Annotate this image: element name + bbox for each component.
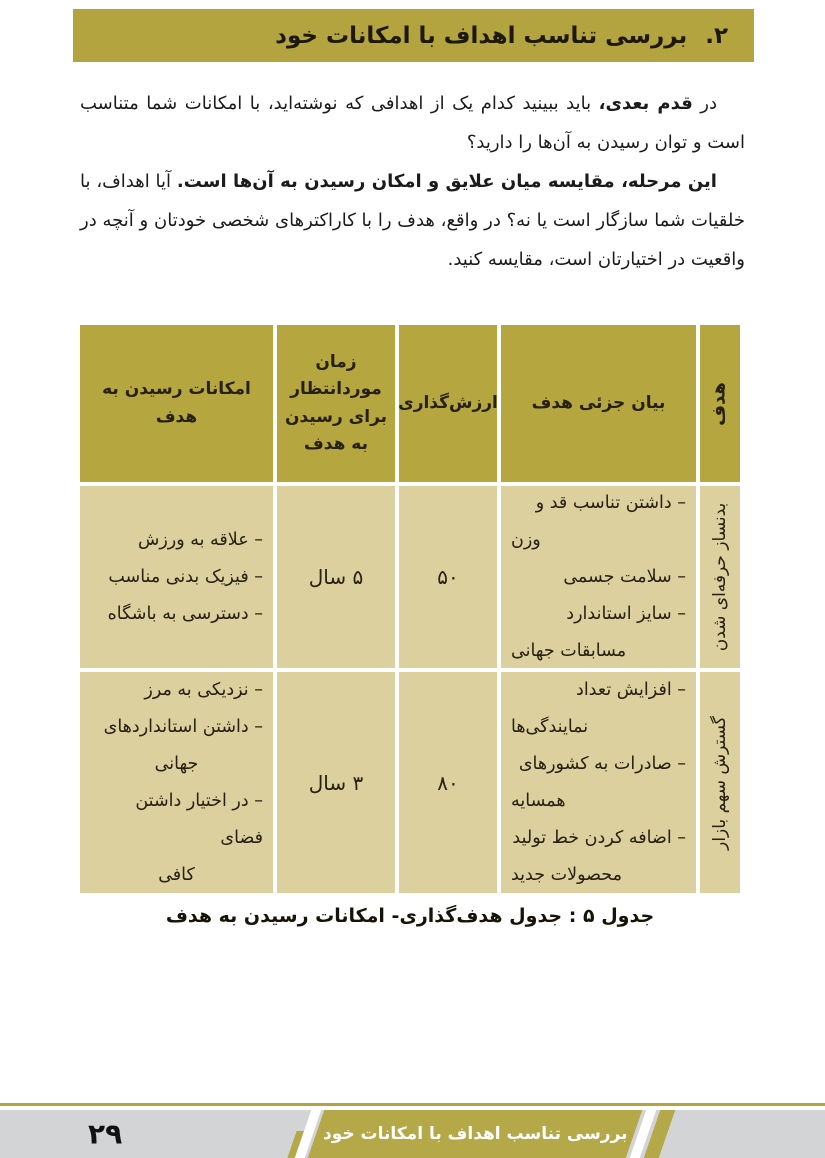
bullet-line: – علاقه به ورزش bbox=[137, 529, 263, 550]
goals-table bbox=[80, 325, 740, 893]
bullet-line: – داشتن استانداردهای bbox=[103, 716, 263, 737]
bullet-line: – افزایش تعداد bbox=[576, 679, 686, 700]
footer-section-title: بررسی تناسب اهداف با امکانات خود bbox=[322, 1124, 628, 1144]
col-header-goal bbox=[700, 325, 740, 482]
page-number: ۲۹ bbox=[88, 1117, 123, 1151]
bullet-line: – نزدیکی به مرز bbox=[144, 679, 263, 700]
bullet-line: وزن bbox=[511, 529, 541, 550]
col-header-value: ارزش‌گذاری bbox=[399, 325, 497, 482]
p2-rest: آیا اهداف، با خلقیات شما سازگار است یا نه؟ در واقع، هدف را با کاراکترهای شخصی خودتان و آنچه در واقعیت در اختیارتان است، مقایسه کنید. bbox=[80, 171, 745, 270]
bullet-line: – در اختیار داشتن فضای bbox=[135, 790, 263, 848]
bullet-line: جهانی bbox=[154, 753, 199, 774]
row1-goal-label: بدنساز حرفه‌ای شدن bbox=[710, 502, 730, 652]
footer-rule bbox=[0, 1103, 825, 1106]
section-title: بررسی تناسب اهداف با امکانات خود bbox=[275, 22, 688, 49]
p1-bold: قدم بعدی، bbox=[598, 93, 693, 114]
row2-goal-label: گسترش سهم بازار bbox=[710, 715, 730, 850]
bullet-line: مسابقات جهانی bbox=[511, 640, 627, 661]
row1-time: ۵ سال bbox=[277, 486, 395, 668]
row2-value: ۸۰ bbox=[399, 672, 497, 893]
row1-detail bbox=[501, 486, 696, 668]
bullet-line: – صادرات به کشورهای bbox=[518, 753, 686, 774]
row2-time: ۳ سال bbox=[277, 672, 395, 893]
footer-band bbox=[0, 1110, 825, 1158]
row1-value: ۵۰ bbox=[399, 486, 497, 668]
row1-goal bbox=[700, 486, 740, 668]
p1-lead: در bbox=[692, 93, 717, 114]
paragraph-2 bbox=[80, 162, 745, 279]
col-header-goal-label: هدف bbox=[708, 381, 730, 426]
bullet-line: – داشتن تناسب قد و bbox=[535, 492, 686, 513]
bullet-line: – اضافه کردن خط تولید bbox=[512, 827, 686, 848]
col-header-capabilities: امکانات رسیدن به هدف bbox=[80, 325, 273, 482]
table-caption: جدول ۵ : جدول هدف‌گذاری- امکانات رسیدن به هدف bbox=[165, 905, 655, 927]
bullet-line: همسایه bbox=[511, 790, 566, 811]
paragraph-1 bbox=[80, 84, 745, 162]
bullet-line: – فیزیک بدنی مناسب bbox=[108, 566, 263, 587]
bullet-line: – سایز استاندارد bbox=[566, 603, 686, 624]
row2-goal bbox=[700, 672, 740, 893]
col-header-time: زمان موردانتظار برای رسیدن به هدف bbox=[277, 325, 395, 482]
bullet-line: محصولات جدید bbox=[511, 864, 622, 885]
bullet-line: نمایندگی‌ها bbox=[511, 716, 589, 737]
row2-capabilities bbox=[80, 672, 273, 893]
section-number: ۲. bbox=[705, 22, 728, 49]
p2-bold: این مرحله، مقایسه میان علایق و امکان رسیدن به آن‌ها است. bbox=[176, 171, 717, 192]
section-title-bar bbox=[73, 9, 754, 62]
col-header-detail: بیان جزئی هدف bbox=[501, 325, 696, 482]
bullet-line: – سلامت جسمی bbox=[563, 566, 686, 587]
bullet-line: کافی bbox=[158, 864, 195, 885]
body-text bbox=[80, 84, 745, 279]
p1-rest: باید ببینید کدام یک از اهدافی که نوشته‌اید، با امکانات شما متناسب است و توان رسیدن به آن‌ها را دارید؟ bbox=[80, 93, 745, 153]
bullet-line: – دسترسی به باشگاه bbox=[107, 603, 263, 624]
row1-capabilities bbox=[80, 486, 273, 668]
footer-section-ribbon bbox=[308, 1110, 643, 1158]
row2-detail bbox=[501, 672, 696, 893]
